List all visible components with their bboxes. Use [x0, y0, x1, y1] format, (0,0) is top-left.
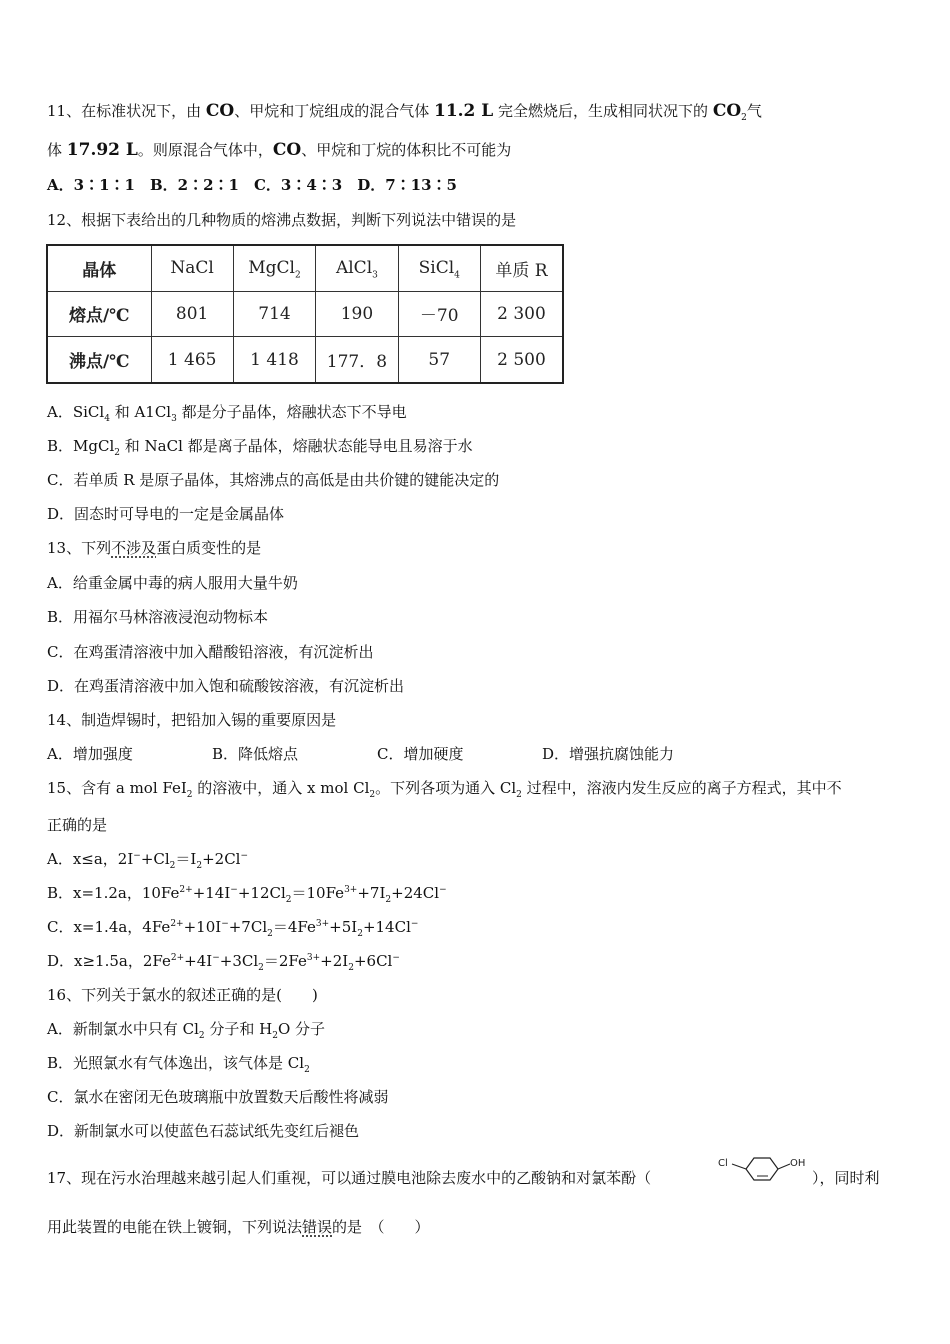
table-header-cell: AlCl$_3$ — [316, 245, 398, 291]
q16-stem: 16、下列关于氯水的叙述正确的是( ) — [47, 986, 318, 1004]
q13-option-a: A．给重金属中毒的病人服用大量牛奶 — [47, 574, 298, 592]
q13-option-b: B．用福尔马林溶液浸泡动物标本 — [47, 608, 269, 626]
q15-line2: 正确的是 — [47, 816, 108, 834]
table-cell: 1 465 — [151, 337, 233, 383]
table-header-cell: NaCl — [151, 245, 233, 291]
q14-option-b: B．降低熔点 — [212, 745, 299, 763]
table-header-cell: MgCl$_2$ — [233, 245, 315, 291]
q15-option-d: D．x≥1.5a，$2Fe^{2+}+4I^-+3Cl_2=2Fe^{3+}+2I_2+6Cl^-$ — [47, 952, 400, 973]
table-cell: 57 — [398, 337, 480, 383]
q16-option-d: D．新制氯水可以使蓝色石蕊试纸先变红后褪色 — [47, 1122, 360, 1140]
q16-option-b: B．光照氯水有气体逸出，该气体是 $Cl_2$ — [47, 1054, 310, 1075]
q15-line1: 15、含有 a mol FeI$_2$ 的溶液中，通入 x mol $Cl_2$。下列各项为通入 $Cl_2$ 过程中，溶液内发生反应的离子方程式，其中不 — [47, 779, 842, 800]
table-cell: 2 300 — [480, 291, 563, 336]
p-chlorophenol-structure-icon — [716, 1152, 812, 1186]
q11-options: A．3∶1∶1 B．2∶2∶1 C．3∶4∶3 D．7∶13∶5 — [47, 176, 457, 194]
q12-stem: 12、根据下表给出的几种物质的熔沸点数据，判断下列说法中错误的是 — [47, 211, 517, 229]
q17-line2: 用此装置的电能在铁上镀铜，下列说法错误的是 （ ） — [47, 1218, 430, 1236]
table-row — [47, 291, 563, 336]
bond-line — [778, 1164, 790, 1169]
q12-option-b: B．MgCl$_2$ 和 NaCl 都是离子晶体，熔融状态能导电且易溶于水 — [47, 437, 473, 458]
q15-option-a: A．x≤a，$2I^-+Cl_2=I_2+2Cl^-$ — [47, 850, 249, 871]
q12-option-d: D．固态时可导电的一定是金属晶体 — [47, 505, 285, 523]
q12-option-a: A．SiCl$_4$ 和 $A1Cl_3$ 都是分子晶体，熔融状态下不导电 — [47, 403, 407, 424]
benzene-ring — [746, 1158, 778, 1180]
q15-option-c: C．x=1.4a，$4Fe^{2+}+10I^-+7Cl_2=4Fe^{3+}+5I_2+14Cl^-$ — [47, 918, 419, 939]
structure-cl-label: Cl — [718, 1158, 728, 1169]
table-header-row — [47, 245, 563, 291]
q17-line1-pre: 17、现在污水治理越来越引起人们重视，可以通过膜电池除去废水中的乙酸钠和对氯苯酚（ — [47, 1169, 652, 1187]
table-cell: －70 — [398, 291, 480, 336]
q15-option-b: B．x=1.2a，$10Fe^{2+}+14I^-+12Cl_2=10Fe^{3+}+7I_2+24Cl^-$ — [47, 884, 447, 905]
table-header-cell: 单质 R — [480, 245, 563, 291]
q14-option-a: A．增加强度 — [47, 745, 133, 763]
table-cell: 801 — [151, 291, 233, 336]
table-cell: 2 500 — [480, 337, 563, 383]
table-cell: 熔点/℃ — [47, 291, 151, 336]
q13-stem: 13、下列不涉及蛋白质变性的是 — [47, 539, 262, 557]
q14-option-d: D．增强抗腐蚀能力 — [542, 745, 675, 763]
structure-oh-label: OH — [790, 1158, 806, 1169]
table-cell: 沸点/℃ — [47, 337, 151, 383]
q14-option-c: C．增加硬度 — [377, 745, 464, 763]
table-row — [47, 337, 563, 383]
table-header-cell: SiCl$_4$ — [398, 245, 480, 291]
table-cell: 190 — [316, 291, 398, 336]
melting-boiling-table — [46, 244, 564, 384]
q13-option-d: D．在鸡蛋清溶液中加入饱和硫酸铵溶液，有沉淀析出 — [47, 677, 405, 695]
q11-line2: 体 17.92 L。则原混合气体中，CO、甲烷和丁烷的体积比不可能为 — [47, 140, 512, 160]
q16-option-c: C．氯水在密闭无色玻璃瓶中放置数天后酸性将减弱 — [47, 1088, 389, 1106]
q14-stem: 14、制造焊锡时，把铅加入锡的重要原因是 — [47, 711, 337, 729]
q16-option-a: A．新制氯水中只有 $Cl_2$ 分子和 $H_2O$ 分子 — [47, 1020, 326, 1041]
q12-option-c: C．若单质 R 是原子晶体，其熔沸点的高低是由共价键的键能决定的 — [47, 471, 500, 489]
bond-line — [732, 1164, 746, 1169]
q13-option-c: C．在鸡蛋清溶液中加入醋酸铅溶液，有沉淀析出 — [47, 643, 374, 661]
q17-line1-post: ），同时利 — [812, 1169, 880, 1187]
q11-line1: 11、在标准状况下，由 CO、甲烷和丁烷组成的混合气体 11.2 L 完全燃烧后，生成相同状况下的 $CO_2$气 — [47, 101, 762, 123]
table-cell: 1 418 — [233, 337, 315, 383]
table-header-cell: 晶体 — [47, 245, 151, 291]
table-cell: 177．8 — [316, 337, 398, 383]
table-cell: 714 — [233, 291, 315, 336]
